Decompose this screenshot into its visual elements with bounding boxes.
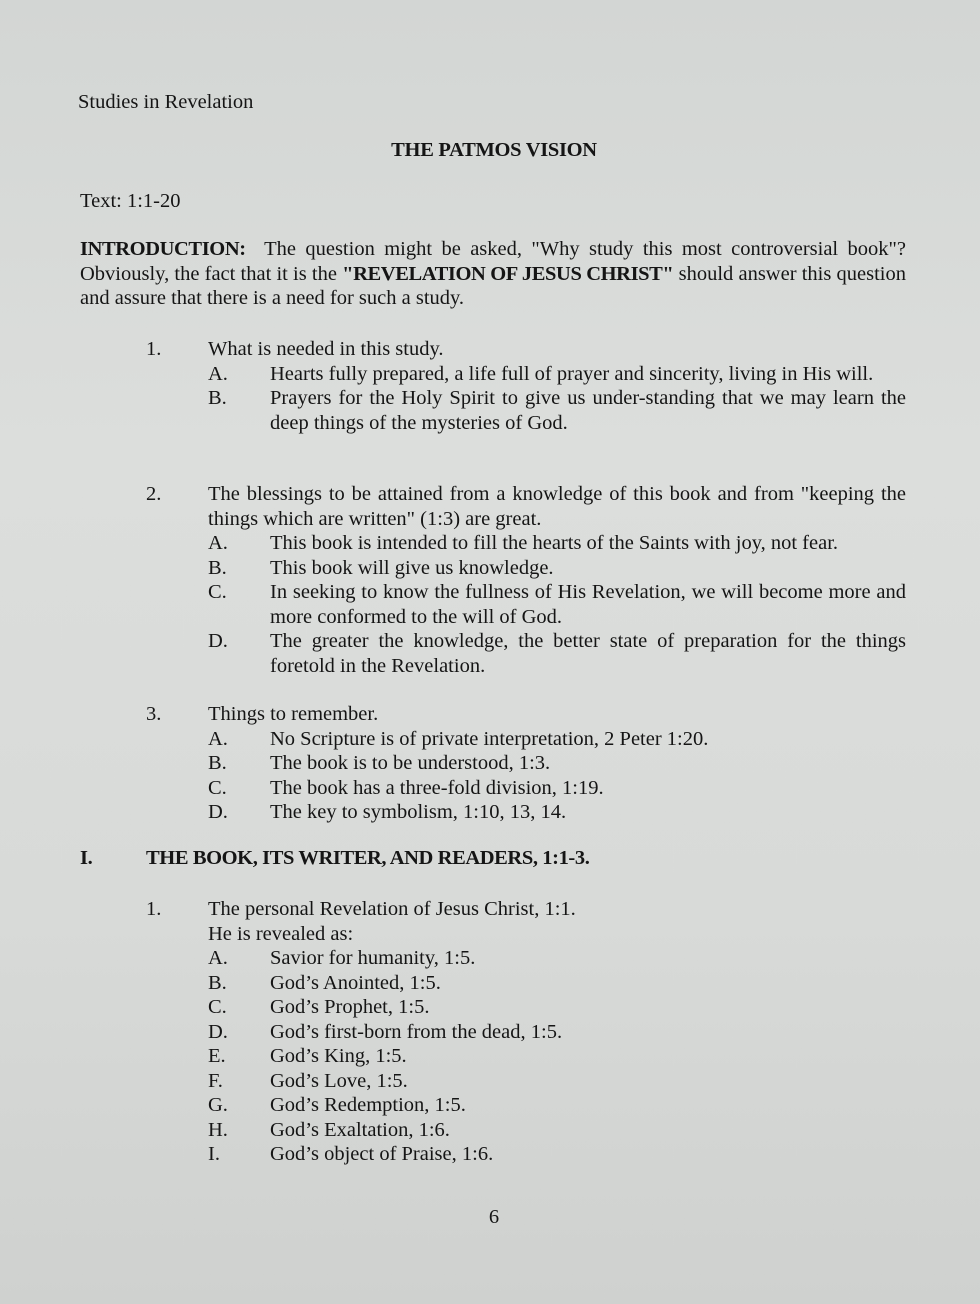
section-point-1 bbox=[146, 897, 906, 1167]
point-number: 1. bbox=[146, 338, 162, 360]
outline-point-3 bbox=[146, 702, 906, 825]
sub-point bbox=[208, 362, 906, 387]
section-heading bbox=[80, 846, 589, 871]
sub-text: God’s Exaltation, 1:6. bbox=[270, 1118, 450, 1141]
sub-letter: B. bbox=[208, 752, 227, 774]
sub-point bbox=[208, 946, 906, 971]
section-title: THE BOOK, ITS WRITER, AND READERS, 1:1-3. bbox=[146, 847, 590, 869]
sub-letter: C. bbox=[208, 776, 227, 799]
sub-text: God’s Redemption, 1:5. bbox=[270, 1094, 466, 1116]
sub-letter: B. bbox=[208, 971, 227, 994]
introduction-paragraph bbox=[80, 237, 917, 311]
introduction-label: INTRODUCTION: bbox=[80, 238, 246, 260]
sub-letter: I. bbox=[208, 1143, 220, 1165]
sub-text: God’s Love, 1:5. bbox=[270, 1069, 408, 1092]
sub-text: The key to symbolism, 1:10, 13, 14. bbox=[270, 801, 567, 823]
sub-point bbox=[208, 995, 906, 1020]
sub-text: In seeking to know the fullness of His Revelation, we will become more and more conformed to the will of God. bbox=[270, 581, 906, 628]
introduction-emphasis: "REVELATION OF JESUS CHRIST" bbox=[342, 262, 674, 285]
sub-letter: H. bbox=[208, 1118, 228, 1141]
sub-letter: C. bbox=[208, 581, 227, 603]
point-text: The personal Revelation of Jesus Christ, 1:1. bbox=[208, 898, 576, 920]
sub-letter: F. bbox=[208, 1069, 223, 1092]
sub-text: The greater the knowledge, the better state of preparation for the things foretold in the Revelation. bbox=[270, 630, 906, 677]
sub-letter: B. bbox=[208, 556, 227, 579]
sub-point bbox=[208, 776, 906, 801]
sub-point bbox=[208, 1118, 906, 1143]
sub-text: God’s object of Praise, 1:6. bbox=[270, 1143, 494, 1165]
sub-letter: D. bbox=[208, 801, 228, 823]
sub-text: The book is to be understood, 1:3. bbox=[270, 752, 551, 774]
sub-letter: A. bbox=[208, 947, 228, 969]
running-head: Studies in Revelation bbox=[78, 91, 254, 113]
introduction-text: The question might be asked, "Why study this most controversial book"? Obviously, the fact that it is the bbox=[80, 238, 917, 285]
sub-letter: A. bbox=[208, 362, 228, 385]
sub-text: This book will give us knowledge. bbox=[270, 556, 554, 579]
point-number: 1. bbox=[146, 898, 162, 920]
sub-letter: C. bbox=[208, 996, 227, 1018]
sub-point bbox=[208, 1069, 906, 1094]
outline-point-2 bbox=[146, 482, 906, 678]
sub-text: Hearts fully prepared, a life full of prayer and sincerity, living in His will. bbox=[270, 362, 874, 385]
sub-letter: A. bbox=[208, 727, 228, 750]
sub-point bbox=[208, 580, 906, 629]
page-title: THE PATMOS VISION bbox=[391, 139, 597, 161]
point-text: Things to remember. bbox=[208, 703, 379, 725]
sub-letter: D. bbox=[208, 630, 228, 652]
sub-letter: D. bbox=[208, 1020, 228, 1043]
scripture-reference: Text: 1:1-20 bbox=[80, 190, 181, 212]
sub-point bbox=[208, 386, 906, 435]
point-text: The blessings to be attained from a knowledge of this book and from "keeping the things which are written" (1:3) are great. bbox=[208, 483, 906, 530]
sub-letter: G. bbox=[208, 1094, 228, 1116]
sub-text: No Scripture is of private interpretation, 2 Peter 1:20. bbox=[270, 727, 709, 750]
sub-point bbox=[208, 800, 906, 825]
sub-point bbox=[208, 971, 906, 996]
sub-letter: E. bbox=[208, 1045, 226, 1067]
sub-text: God’s Prophet, 1:5. bbox=[270, 996, 430, 1018]
sub-point bbox=[208, 1093, 906, 1118]
sub-point bbox=[208, 727, 906, 752]
sub-point bbox=[208, 629, 906, 678]
sub-point bbox=[208, 1044, 906, 1069]
sub-letter: A. bbox=[208, 532, 228, 554]
sub-text: Prayers for the Holy Spirit to give us under-standing that we may learn the deep things of the mysteries of God. bbox=[270, 387, 906, 434]
sub-letter: B. bbox=[208, 387, 227, 409]
outline-point-1 bbox=[146, 337, 906, 435]
sub-text: This book is intended to fill the hearts of the Saints with joy, not fear. bbox=[270, 532, 839, 554]
sub-point bbox=[208, 751, 906, 776]
point-text-continued: He is revealed as: bbox=[208, 922, 354, 945]
sub-point bbox=[208, 1020, 906, 1045]
sub-point bbox=[208, 531, 906, 556]
sub-text: God’s Anointed, 1:5. bbox=[270, 971, 441, 994]
sub-text: Savior for humanity, 1:5. bbox=[270, 947, 476, 969]
section-numeral: I. bbox=[80, 847, 93, 869]
point-number: 3. bbox=[146, 703, 162, 725]
sub-text: God’s King, 1:5. bbox=[270, 1045, 407, 1067]
point-number: 2. bbox=[146, 483, 162, 505]
sub-point bbox=[208, 556, 906, 581]
page-number: 6 bbox=[488, 1206, 500, 1228]
sub-text: God’s first-born from the dead, 1:5. bbox=[270, 1020, 563, 1043]
sub-point bbox=[208, 1142, 906, 1167]
sub-text: The book has a three-fold division, 1:19. bbox=[270, 776, 604, 799]
introduction-text-end: should answer this question and assure that there is a need for such a study. bbox=[80, 262, 906, 309]
point-text: What is needed in this study. bbox=[208, 338, 444, 360]
